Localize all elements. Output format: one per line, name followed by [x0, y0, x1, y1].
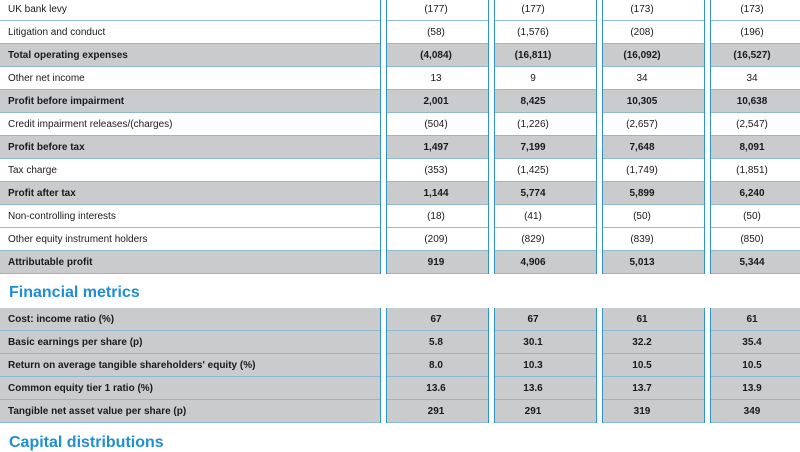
row-value-col2: 7,199	[520, 142, 546, 153]
row-value-col1: 2,001	[423, 96, 449, 107]
column-border	[494, 0, 495, 274]
row-value-col3: 5,013	[629, 257, 655, 268]
table-row-subtotal	[0, 44, 800, 67]
column-border	[494, 308, 495, 423]
column-border	[596, 0, 597, 274]
row-value-col1: (4,084)	[420, 50, 452, 61]
row-value-col2: 13.6	[523, 383, 543, 394]
row-value-col4: (173)	[740, 4, 764, 15]
row-value-col3: 34	[636, 73, 648, 84]
row-value-col4: 5,344	[739, 257, 765, 268]
row-label: Total operating expenses	[8, 50, 128, 61]
table-row	[0, 0, 800, 21]
row-label: Litigation and conduct	[8, 27, 106, 38]
column-border	[380, 0, 381, 274]
row-label: Return on average tangible shareholders' equity (%)	[8, 360, 256, 371]
row-value-col3: 13.7	[632, 383, 652, 394]
row-value-col3: (50)	[633, 211, 651, 222]
capital-distributions-heading: Capital distributions	[9, 434, 164, 451]
row-label: Credit impairment releases/(charges)	[8, 119, 173, 130]
table-row-subtotal	[0, 182, 800, 205]
row-value-col2: 5,774	[520, 188, 546, 199]
row-value-col1: (353)	[424, 165, 448, 176]
row-value-col2: 67	[527, 314, 539, 325]
row-value-col2: (41)	[524, 211, 542, 222]
row-value-col2: (1,226)	[517, 119, 549, 130]
row-value-col3: (2,657)	[626, 119, 658, 130]
table-row	[0, 159, 800, 182]
column-border	[596, 308, 597, 423]
row-label: Tangible net asset value per share (p)	[8, 406, 187, 417]
table-row	[0, 21, 800, 44]
row-divider	[710, 422, 800, 423]
row-value-col3: (16,092)	[623, 50, 661, 61]
column-border	[602, 0, 603, 274]
row-label: Attributable profit	[8, 257, 93, 268]
row-value-col3: (839)	[630, 234, 654, 245]
row-value-col2: (1,425)	[517, 165, 549, 176]
table-row-subtotal	[0, 136, 800, 159]
row-value-col4: (196)	[740, 27, 764, 38]
row-label: Profit before impairment	[8, 96, 125, 107]
row-value-col3: 319	[633, 406, 651, 417]
row-value-col2: 8,425	[520, 96, 546, 107]
row-value-col1: 8.0	[429, 360, 443, 371]
column-border	[602, 308, 603, 423]
row-divider	[710, 273, 800, 274]
table-row	[0, 228, 800, 251]
row-value-col2: 9	[530, 73, 536, 84]
row-value-col2: (177)	[521, 4, 545, 15]
row-value-col4: 6,240	[739, 188, 765, 199]
row-label: Tax charge	[8, 165, 57, 176]
row-value-col1: 5.8	[429, 337, 443, 348]
row-label: Basic earnings per share (p)	[8, 337, 143, 348]
row-value-col2: (829)	[521, 234, 545, 245]
row-value-col4: (850)	[740, 234, 764, 245]
row-value-col2: 4,906	[520, 257, 546, 268]
table-row-subtotal	[0, 400, 800, 423]
row-value-col3: (208)	[630, 27, 654, 38]
row-label: Profit before tax	[8, 142, 85, 153]
table-row-subtotal	[0, 90, 800, 113]
row-divider	[386, 422, 488, 423]
row-value-col1: 13.6	[426, 383, 446, 394]
row-value-col1: (504)	[424, 119, 448, 130]
row-value-col4: (50)	[743, 211, 761, 222]
column-border	[704, 308, 705, 423]
row-label: Other equity instrument holders	[8, 234, 148, 245]
row-value-col2: (1,576)	[517, 27, 549, 38]
row-divider	[494, 273, 596, 274]
column-border	[386, 308, 387, 423]
table-row-subtotal	[0, 331, 800, 354]
row-value-col1: (209)	[424, 234, 448, 245]
row-value-col3: 10.5	[632, 360, 652, 371]
row-value-col1: (177)	[424, 4, 448, 15]
row-value-col2: 291	[524, 406, 542, 417]
column-border	[488, 0, 489, 274]
row-value-col3: (1,749)	[626, 165, 658, 176]
financial-metrics-heading: Financial metrics	[9, 284, 140, 301]
column-border	[710, 308, 711, 423]
row-value-col2: 10.3	[523, 360, 543, 371]
row-label: Profit after tax	[8, 188, 76, 199]
row-value-col2: (16,811)	[514, 50, 552, 61]
row-value-col1: 13	[430, 73, 442, 84]
row-value-col1: 1,497	[423, 142, 449, 153]
row-value-col4: (2,547)	[736, 119, 768, 130]
row-value-col1: 1,144	[423, 188, 449, 199]
row-label: UK bank levy	[8, 4, 67, 15]
row-divider	[602, 422, 704, 423]
row-value-col3: (173)	[630, 4, 654, 15]
row-value-col3: 10,305	[626, 96, 658, 107]
column-border	[488, 308, 489, 423]
row-value-col3: 7,648	[629, 142, 655, 153]
table-row	[0, 67, 800, 90]
row-label: Other net income	[8, 73, 85, 84]
row-value-col4: 10,638	[736, 96, 768, 107]
row-label: Common equity tier 1 ratio (%)	[8, 383, 154, 394]
row-value-col4: 34	[746, 73, 758, 84]
table-row	[0, 113, 800, 136]
row-value-col3: 61	[636, 314, 648, 325]
row-value-col4: (16,527)	[733, 50, 771, 61]
row-label: Non-controlling interests	[8, 211, 116, 222]
table-row-subtotal	[0, 251, 800, 274]
row-value-col4: 10.5	[742, 360, 762, 371]
row-value-col4: 35.4	[742, 337, 762, 348]
row-label: Cost: income ratio (%)	[8, 314, 115, 325]
table-row-subtotal	[0, 308, 800, 331]
table-row-subtotal	[0, 354, 800, 377]
row-value-col1: 67	[430, 314, 442, 325]
column-border	[710, 0, 711, 274]
row-value-col4: 13.9	[742, 383, 762, 394]
column-border	[704, 0, 705, 274]
row-divider	[0, 422, 380, 423]
row-value-col4: 8,091	[739, 142, 765, 153]
row-value-col1: 291	[427, 406, 445, 417]
table-row	[0, 205, 800, 228]
column-border	[386, 0, 387, 274]
column-border	[380, 308, 381, 423]
row-value-col3: 5,899	[629, 188, 655, 199]
row-divider	[386, 273, 488, 274]
row-value-col2: 30.1	[523, 337, 543, 348]
row-divider	[494, 422, 596, 423]
row-value-col4: 61	[746, 314, 758, 325]
row-value-col4: 349	[743, 406, 761, 417]
row-value-col4: (1,851)	[736, 165, 768, 176]
row-divider	[0, 273, 380, 274]
row-value-col1: 919	[427, 257, 445, 268]
row-value-col1: (58)	[427, 27, 445, 38]
row-value-col1: (18)	[427, 211, 445, 222]
table-row-subtotal	[0, 377, 800, 400]
row-value-col3: 32.2	[632, 337, 652, 348]
row-divider	[602, 273, 704, 274]
